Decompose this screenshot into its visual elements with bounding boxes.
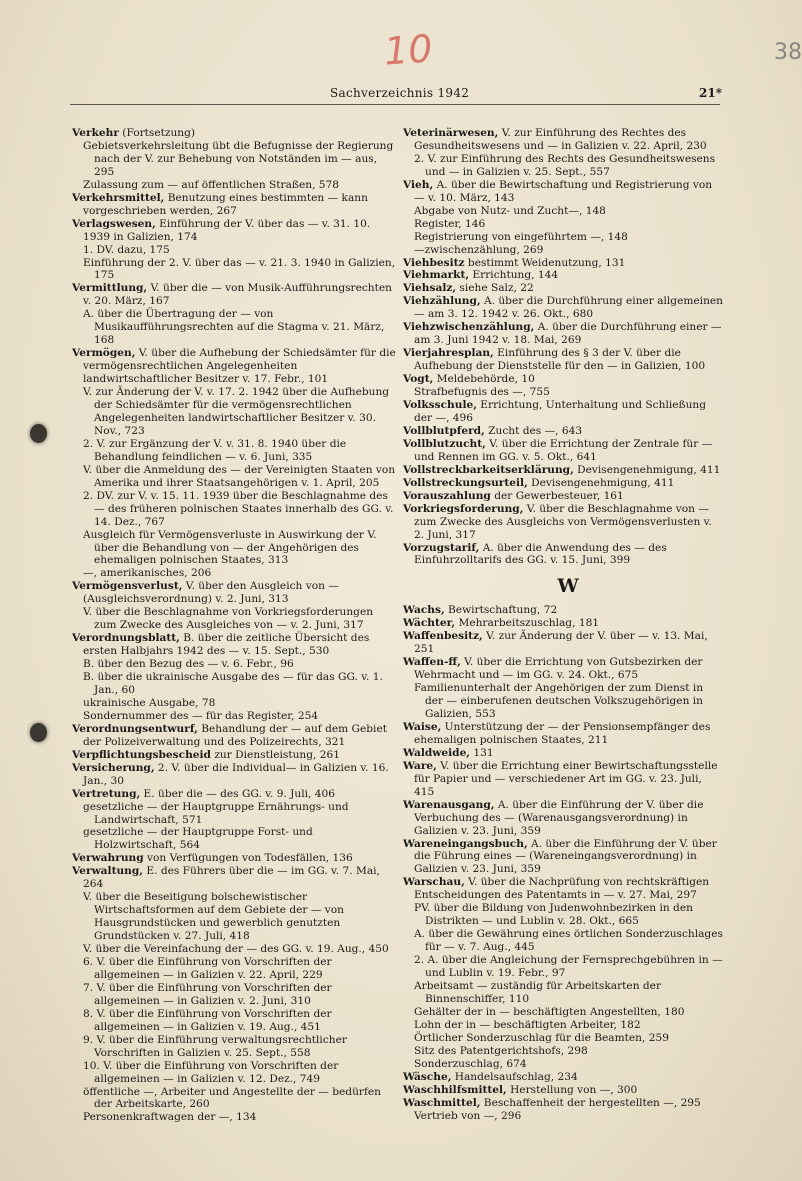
entry-text: 6. V. über die Einführung von Vorschriften der allgemeinen — in Galizien v. 22. April, 229 [83, 956, 332, 981]
entry-text: Arbeitsamt — zuständig für Arbeitskarten der Binnenschiffer, 110 [414, 980, 662, 1005]
index-entry [403, 656, 723, 682]
index-entry [403, 438, 723, 464]
index-subentry [403, 1019, 723, 1032]
entry-headword: Viehsalz, [403, 282, 457, 295]
index-subentry [403, 386, 723, 399]
handwritten-mark: 10 [382, 26, 434, 74]
index-entry [403, 269, 723, 282]
entry-headword: Wachs, [403, 604, 445, 617]
entry-text: 2. V. über die Individual— in Galizien v. 16. Jan., 30 [83, 761, 389, 787]
entry-text: Meldebehörde, 10 [433, 373, 535, 386]
index-subentry [72, 891, 398, 943]
index-subentry [72, 244, 398, 257]
index-entry [403, 542, 723, 568]
index-entry [72, 127, 398, 140]
entry-text: gesetzliche — der Hauptgruppe Forst- und Holzwirtschaft, 564 [83, 826, 313, 852]
index-section-w [403, 604, 723, 1122]
entry-text: 2. A. über die Angleichung der Fernsprechgebühren in — und Lublin v. 19. Febr., 97 [414, 954, 723, 980]
index-entry [403, 321, 723, 347]
entry-text: Devisengenehmigung, 411 [573, 463, 721, 476]
entry-text: Abgabe von Nutz- und Zucht—, 148 [414, 204, 606, 217]
index-subentry [72, 257, 398, 283]
index-entry [72, 347, 398, 386]
index-subentry [72, 567, 398, 580]
index-entry [403, 721, 723, 747]
entry-headword: Vermögensverlust, [72, 580, 183, 593]
page-number: 21* [699, 86, 722, 100]
index-entry [72, 218, 398, 244]
index-entry [72, 788, 398, 801]
entry-headword: Waschmittel, [403, 1096, 481, 1109]
entry-headword: Viehbesitz [403, 256, 465, 269]
entry-headword: Waffenbesitz, [403, 630, 483, 643]
entry-text: Gebietsverkehrsleitung übt die Befugnisse der Regierung nach der V. zur Behebung von Notständen im — aus, 295 [83, 139, 394, 178]
index-entry [72, 852, 398, 865]
entry-text: Familienunterhalt der Angehörigen der zum Dienst in der — einberufenen deutschen Volkszugehörigen in Galizien, 553 [414, 682, 704, 720]
entry-text: V. über den Ausgleich von — (Ausgleichsverordnung) v. 2. Juni, 313 [83, 580, 339, 606]
entry-text: V. über die Beseitigung bolschewistischer Wirtschaftsformen auf dem Gebiete der — von Hausgrundstücken und gewerblich genutzten Grundstücken v. 27. Juli, 418 [83, 891, 344, 943]
entry-text: V. zur Änderung der V. über — v. 13. Mai, 251 [414, 630, 708, 656]
index-entry [72, 723, 398, 749]
entry-text: B. über den Bezug des — v. 6. Febr., 96 [83, 658, 294, 671]
entry-text: V. über die Beschlagnahme von Vorkriegsforderungen zum Zwecke des Ausgleiches von — v. 2. Juni, 317 [83, 606, 374, 632]
index-subentry [72, 1034, 398, 1060]
index-subentry [403, 205, 723, 218]
entry-text: V. über die Errichtung von Gutsbezirken der Wehrmacht und — im GG. v. 24. Okt., 675 [414, 656, 703, 682]
index-subentry [403, 1006, 723, 1019]
entry-text: Lohn der in — beschäftigten Arbeiter, 182 [414, 1018, 641, 1031]
entry-headword: Vollstreckbarkeitserklärung, [403, 463, 574, 476]
index-entry [72, 865, 398, 891]
index-entry [403, 179, 723, 205]
index-subentry [403, 1045, 723, 1058]
entry-text: Mehrarbeitszuschlag, 181 [455, 617, 600, 630]
index-entry [403, 127, 723, 153]
entry-headword: Viehmarkt, [403, 269, 470, 282]
entry-text: Handelsaufschlag, 234 [451, 1070, 578, 1083]
entry-text: Einführung der V. über das — v. 31. 10. 1939 in Galizien, 174 [83, 217, 371, 243]
index-subentry [403, 153, 723, 179]
entry-text: Bewirtschaftung, 72 [444, 604, 558, 617]
entry-text: —, amerikanisches, 206 [83, 567, 212, 580]
entry-text: V. über die Errichtung der Zentrale für — und Rennen im GG. v. 5. Okt., 641 [414, 437, 713, 463]
entry-headword: Wächter, [403, 617, 456, 630]
entry-text: Einführung des § 3 der V. über die Aufhebung der Dienststelle für den — in Galizien, 100 [414, 347, 706, 373]
header-divider [70, 104, 720, 105]
entry-headword: Vertretung, [72, 787, 141, 800]
entry-text: Sitz des Patentgerichtshofs, 298 [414, 1044, 588, 1057]
entry-text: zur Dienstleistung, 261 [210, 748, 340, 761]
entry-text: V. über die Beschlagnahme von — zum Zwecke des Ausgleichs von Vermögensverlusten v. 2. Juni, 317 [414, 502, 712, 541]
entry-text: V. über die — von Musik-Aufführungsrechten v. 20. März, 167 [83, 282, 392, 308]
entry-text: A. über die Einführung der V. über die Führung eines — (Wareneingangsverordnung) in Galizien v. 23. Juni, 359 [414, 837, 717, 876]
index-entry [403, 257, 723, 270]
entry-headword: Vogt, [403, 373, 434, 386]
entry-text: 1. DV. dazu, 175 [83, 243, 170, 256]
index-subentry [403, 231, 723, 244]
entry-text: A. über die Bewirtschaftung und Registrierung von — v. 10. März, 143 [414, 178, 713, 204]
index-entry [403, 464, 723, 477]
index-subentry [72, 982, 398, 1008]
index-entry [403, 630, 723, 656]
entry-text: der Gewerbesteuer, 161 [490, 489, 624, 502]
entry-text: B. über die zeitliche Übersicht des ersten Halbjahrs 1942 des — v. 15. Sept., 530 [83, 632, 370, 658]
entry-headword: Vorauszahlung [403, 489, 491, 502]
index-subentry [72, 697, 398, 710]
entry-text: 131 [470, 746, 494, 759]
index-subentry [72, 956, 398, 982]
entry-headword: Verkehrsmittel, [72, 191, 165, 204]
entry-text: Zucht des —, 643 [484, 424, 583, 437]
entry-headword: Versicherung, [72, 761, 155, 774]
index-entry [403, 477, 723, 490]
entry-headword: Volksschule, [403, 399, 477, 412]
index-subentry [72, 386, 398, 438]
index-entry [72, 749, 398, 762]
index-entry [403, 1097, 723, 1110]
entry-headword: Vierjahresplan, [403, 347, 494, 360]
entry-text: V. über die Nachprüfung von rechtskräftigen Entscheidungen des Patentamts in — v. 27. Mai, 297 [414, 876, 710, 902]
entry-headword: Ware, [403, 759, 437, 772]
index-entry [72, 632, 398, 658]
entry-headword: Vollstreckungsurteil, [403, 476, 528, 489]
entry-headword: Verpflichtungsbescheid [72, 748, 211, 761]
entry-text: —zwischenzählung, 269 [414, 243, 544, 256]
entry-text: Errichtung, 144 [469, 269, 559, 282]
entry-headword: Waschhilfsmittel, [403, 1083, 507, 1096]
index-section-v [403, 127, 723, 567]
entry-text: A. über die Übertragung der — von Musikaufführungsrechten auf die Stagma v. 21. März, 168 [83, 308, 385, 347]
index-entry [403, 876, 723, 902]
entry-text: Örtlicher Sonderzuschlag für die Beamten, 259 [414, 1031, 669, 1044]
entry-headword: Vermittlung, [72, 282, 148, 295]
entry-text: Beschaffenheit der hergestellten —, 295 [480, 1096, 701, 1109]
punch-hole [30, 723, 47, 742]
entry-text: öffentliche —, Arbeiter und Angestellte der — bedürfen der Arbeitskarte, 260 [83, 1085, 381, 1111]
entry-headword: Verordnungsblatt, [72, 632, 180, 645]
entry-text: V. zur Einführung des Rechtes des Gesundheitswesens und — in Galizien v. 22. April, 230 [414, 127, 707, 152]
entry-text: gesetzliche — der Hauptgruppe Ernährungs- und Landwirtschaft, 571 [83, 800, 349, 826]
entry-text: 8. V. über die Einführung von Vorschriften der allgemeinen — in Galizien v. 19. Aug., 451 [83, 1007, 332, 1033]
entry-text: ukrainische Ausgabe, 78 [83, 696, 216, 709]
index-subentry [403, 1032, 723, 1045]
entry-text: Benutzung eines bestimmten — kann vorgeschrieben werden, 267 [83, 191, 368, 217]
entry-text: Sonderzuschlag, 674 [414, 1057, 527, 1070]
entry-headword: Verwahrung [72, 852, 144, 865]
index-subentry [403, 1058, 723, 1071]
index-subentry [403, 928, 723, 954]
entry-text: Personenkraftwagen der —, 134 [83, 1111, 257, 1124]
entry-headword: Waise, [403, 720, 442, 733]
entry-text: Register, 146 [414, 217, 486, 230]
index-entry [403, 282, 723, 295]
entry-text: Einführung der 2. V. über das — v. 21. 3. 1940 in Galizien, 175 [83, 256, 396, 282]
entry-text: Unterstützung der — der Pensionsempfänger des ehemaligen polnischen Staates, 211 [414, 720, 711, 746]
entry-text: A. über die Gewährung eines örtlichen Sonderzuschlages für — v. 7. Aug., 445 [414, 928, 723, 954]
index-subentry [72, 943, 398, 956]
entry-text: Registrierung von eingeführtem —, 148 [414, 230, 628, 243]
entry-text: Sondernummer des — für das Register, 254 [83, 709, 319, 722]
index-entry [403, 490, 723, 503]
index-subentry [72, 671, 398, 697]
index-subentry [403, 902, 723, 928]
entry-text: PV. über die Bildung von Judenwohnbezirken in den Distrikten — und Lublin v. 28. Okt., 665 [414, 902, 693, 928]
index-subentry [403, 954, 723, 980]
index-subentry [72, 1086, 398, 1112]
index-entry [72, 192, 398, 218]
index-subentry [72, 1008, 398, 1034]
index-subentry [72, 179, 398, 192]
index-column-left [72, 127, 398, 1124]
index-subentry [72, 438, 398, 464]
entry-text: 7. V. über die Einführung von Vorschriften der allgemeinen — in Galizien v. 2. Juni, 310 [83, 981, 332, 1007]
entry-headword: Vermögen, [72, 347, 136, 360]
index-subentry [72, 801, 398, 827]
entry-text: Strafbefugnis des —, 755 [414, 386, 550, 399]
index-subentry [403, 682, 723, 721]
entry-text: B. über die ukrainische Ausgabe des — für das GG. v. 1. Jan., 60 [83, 671, 383, 696]
entry-headword: Warenausgang, [403, 798, 495, 811]
entry-text: E. des Führers über die — im GG. v. 7. Mai, 264 [83, 865, 380, 891]
entry-headword: Wäsche, [403, 1070, 452, 1083]
entry-text: Errichtung, Unterhaltung und Schließung der —, 496 [414, 399, 706, 424]
entry-text: Gehälter der in — beschäftigten Angestellten, 180 [414, 1005, 685, 1018]
entry-headword: Waffen-ff, [403, 656, 461, 669]
index-entry [72, 580, 398, 606]
index-entry [403, 1071, 723, 1084]
entry-headword: Vollblutzucht, [403, 437, 486, 450]
entry-headword: Vorzugstarif, [403, 541, 480, 554]
entry-headword: Verkehr [72, 127, 119, 139]
entry-text: (Fortsetzung) [118, 127, 196, 139]
entry-text: Devisengenehmigung, 411 [527, 476, 675, 489]
index-entry [403, 503, 723, 542]
index-entry [403, 1084, 723, 1097]
entry-headword: Vieh, [403, 178, 434, 191]
index-subentry [72, 710, 398, 723]
index-entry [403, 617, 723, 630]
entry-text: 2. V. zur Einführung des Rechts des Gesundheitswesens und — in Galizien v. 25. Sept., 557 [414, 152, 716, 178]
entry-headword: Wareneingangsbuch, [403, 837, 528, 850]
entry-text: von Verfügungen von Todesfällen, 136 [143, 852, 353, 865]
index-entry [403, 347, 723, 373]
entry-text: bestimmt Weidenutzung, 131 [464, 256, 626, 269]
entry-headword: Viehzwischenzählung, [403, 321, 535, 334]
index-entry [403, 373, 723, 386]
index-subentry [72, 826, 398, 852]
index-subentry [72, 490, 398, 529]
entry-headword: Veterinärwesen, [403, 127, 499, 139]
entry-text: A. über die Durchführung einer allgemeinen — am 3. 12. 1942 v. 26. Okt., 680 [414, 295, 723, 321]
entry-text: A. über die Durchführung einer — am 3. Juni 1942 v. 18. Mai, 269 [414, 321, 722, 347]
entry-text: 2. V. zur Ergänzung der V. v. 31. 8. 1940 über die Behandlung feindlichen — v. 6. Juni, 335 [83, 437, 347, 463]
index-subentry [72, 529, 398, 568]
index-subentry [72, 1060, 398, 1086]
entry-text: Vertrieb von —, 296 [414, 1109, 522, 1122]
entry-text: V. über die Anmeldung des — der Vereinigten Staaten von Amerika und ihrer Staatsangehörigen v. 1. April, 205 [83, 463, 396, 489]
index-subentry [72, 308, 398, 347]
entry-text: Zulassung zum — auf öffentlichen Straßen, 578 [83, 178, 340, 191]
page-title: Sachverzeichnis 1942 [330, 86, 470, 100]
entry-headword: Vorkriegsforderung, [403, 502, 524, 515]
entry-headword: Verwaltung, [72, 865, 143, 878]
corner-number: 38 [774, 40, 802, 65]
index-entry [403, 838, 723, 877]
entry-text: V. über die Aufhebung der Schiedsämter für die vermögensrechtlichen Angelegenheiten landwirtschaftlicher Besitzer v. 17. Febr., 101 [83, 347, 396, 386]
index-entry [403, 799, 723, 838]
index-entry [403, 295, 723, 321]
entry-text: Ausgleich für Vermögensverluste in Auswirkung der V. über die Behandlung von — der Angehörigen des ehemaligen polnischen Staates, 313 [83, 528, 377, 567]
index-subentry [403, 980, 723, 1006]
entry-headword: Warschau, [403, 876, 465, 889]
index-column-right [403, 127, 723, 1122]
index-entry [403, 604, 723, 617]
index-entry [72, 282, 398, 308]
entry-headword: Viehzählung, [403, 295, 481, 308]
index-subentry [72, 464, 398, 490]
entry-headword: Vollblutpferd, [403, 424, 485, 437]
entry-text: A. über die Anwendung des — des Einfuhrzolltarifs des GG. v. 15. Juni, 399 [414, 541, 667, 567]
entry-text: V. über die Vereinfachung der — des GG. v. 19. Aug., 450 [83, 943, 389, 956]
index-subentry [403, 1110, 723, 1123]
index-subentry [72, 606, 398, 632]
index-entry [403, 760, 723, 799]
index-subentry [72, 140, 398, 179]
entry-text: E. über die — des GG. v. 9. Juli, 406 [140, 787, 335, 800]
entry-text: Herstellung von —, 300 [506, 1083, 638, 1096]
entry-text: 10. V. über die Einführung von Vorschriften der allgemeinen — in Galizien v. 12. Dez., 749 [83, 1059, 339, 1085]
entry-text: V. zur Änderung der V. v. 17. 2. 1942 über die Aufhebung der Schiedsämter für die vermögensrechtlichen Angelegenheiten landwirtschaftlicher Besitzer v. 30. Nov., 723 [83, 386, 390, 437]
punch-hole [30, 424, 47, 443]
index-entry [403, 399, 723, 425]
index-entry [403, 425, 723, 438]
entry-text: 9. V. über die Einführung verwaltungsrechtlicher Vorschriften in Galizien v. 25. Sept., 558 [83, 1033, 347, 1059]
index-subentry [403, 244, 723, 257]
index-subentry [72, 1111, 398, 1124]
entry-text: A. über die Einführung der V. über die Verbuchung des — (Warenausgangsverordnung) in Galizien v. 23. Juni, 359 [414, 798, 704, 837]
entry-headword: Verlagswesen, [72, 217, 156, 230]
index-subentry [72, 658, 398, 671]
entry-text: V. über die Errichtung einer Bewirtschaftungsstelle für Papier und — verschiedener Art im GG. v. 23. Juli, 415 [414, 759, 718, 798]
index-subentry [403, 218, 723, 231]
entry-text: 2. DV. zur V. v. 15. 11. 1939 über die Beschlagnahme des — des früheren polnischen Staates innerhalb des GG. v. 14. Dez., 767 [83, 489, 394, 528]
entry-text: siehe Salz, 22 [456, 282, 534, 295]
entry-headword: Waldweide, [403, 746, 470, 759]
entry-text: Behandlung der — auf dem Gebiet der Polizeiverwaltung und des Polizeirechts, 321 [83, 722, 387, 748]
section-letter: W [557, 575, 579, 598]
index-entry [403, 747, 723, 760]
index-entry [72, 762, 398, 788]
entry-headword: Verordnungsentwurf, [72, 722, 198, 735]
